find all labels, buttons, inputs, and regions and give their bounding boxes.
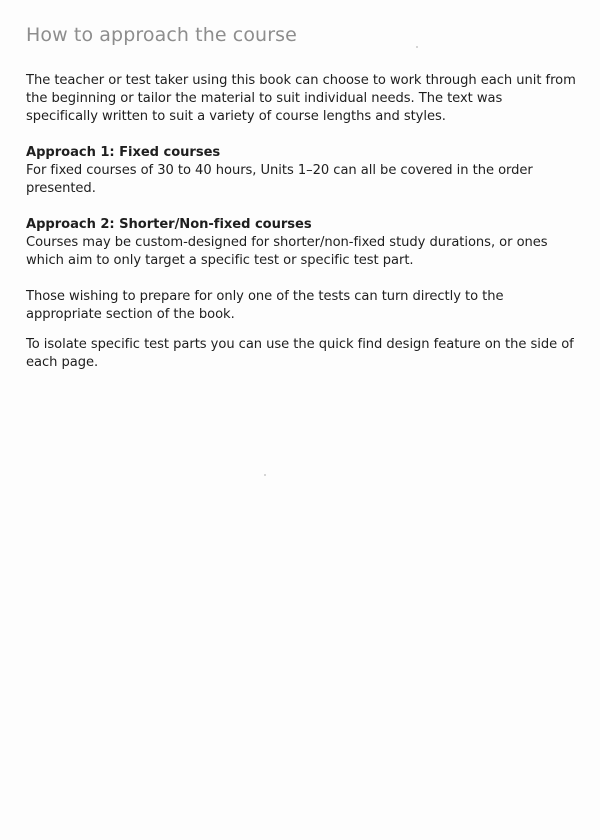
approach-2-body: Courses may be custom-designed for shorter/non-fixed study durations, or ones which aim to only target a specific test or specific test part.	[26, 235, 548, 268]
page-content	[26, 24, 578, 384]
intro-paragraph: The teacher or test taker using this book can choose to work through each unit from the beginning or tailor the material to suit individual needs. The text was specifically written to suit a variety of course lengths and styles.	[26, 73, 576, 124]
single-test-paragraph: Those wishing to prepare for only one of the tests can turn directly to the appropriate section of the book.	[26, 289, 504, 322]
approach-2-heading: Approach 2: Shorter/Non-fixed courses	[26, 217, 312, 232]
scan-speck	[416, 46, 418, 48]
quick-find-paragraph: To isolate specific test parts you can use the quick find design feature on the side of each page.	[26, 337, 574, 370]
approach-1-section	[26, 144, 578, 198]
scan-speck	[264, 474, 266, 476]
page-title: How to approach the course	[26, 24, 297, 46]
approach-2-section	[26, 216, 578, 270]
approach-1-heading: Approach 1: Fixed courses	[26, 145, 221, 160]
approach-1-body: For fixed courses of 30 to 40 hours, Units 1–20 can all be covered in the order presented.	[26, 163, 533, 196]
